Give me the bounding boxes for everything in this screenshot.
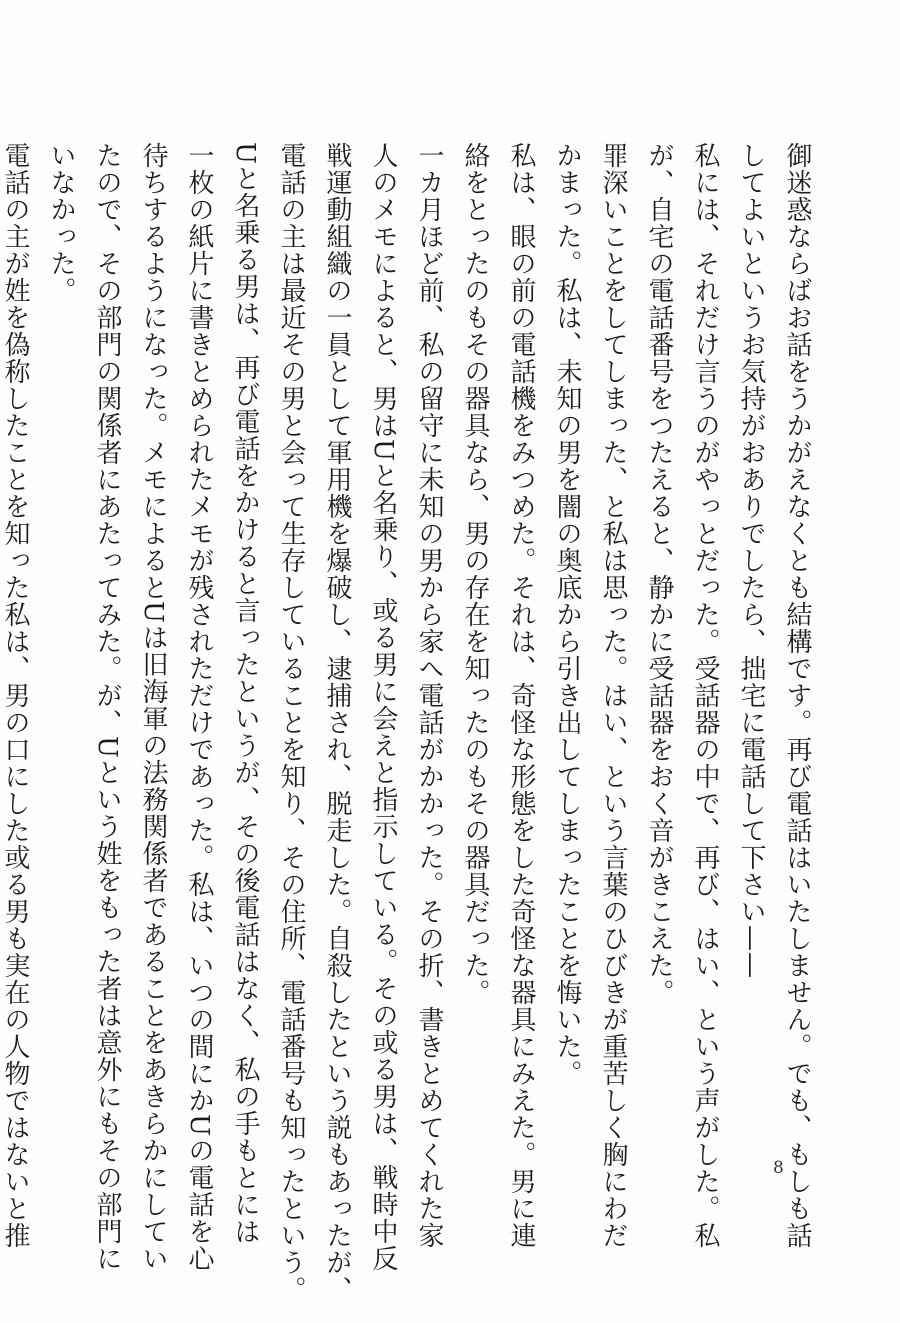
text-line-17: いなかった。 bbox=[46, 142, 76, 304]
text-line-7: 私は、眼の前の電話機をみつめた。それは、奇怪な形態をした奇怪な器具にみえた。男に連 bbox=[506, 142, 536, 1249]
text-line-15: 待ちするようになった。メモによるとUは旧海軍の法務関係者であることをあきらかにしてい bbox=[138, 142, 168, 1272]
text-line-9: 一カ月ほど前、私の留守に未知の男から家へ電話がかかった。その折、書きとめてくれた家 bbox=[414, 142, 444, 1249]
text-line-11: 戦運動組織の一員として軍用機を爆破し、逮捕され、脱走した。自殺したという説もあったが、 bbox=[322, 142, 352, 1303]
text-line-5: 罪深いことをしてしまった、と私は思った。はい、という言葉のひびきが重苦しく胸にわだ bbox=[598, 142, 628, 1249]
page-number: 8 bbox=[773, 1158, 784, 1178]
text-line-10: 人のメモによると、男はUと名乗り、或る男に会えと指示している。その或る男は、戦時中反 bbox=[368, 142, 398, 1272]
text-line-14: 一枚の紙片に書きとめられたメモが残されただけであった。私は、いつの間にかUの電話を心 bbox=[184, 142, 214, 1272]
text-line-13: Uと名乗る男は、再び電話をかけると言ったというが、その後電話はなく、私の手もとには bbox=[230, 142, 260, 1245]
text-line-2: してよいというお気持がおありでしたら、拙宅に電話して下さい—— bbox=[736, 142, 766, 979]
text-line-12: 電話の主は最近その男と会って生存していることを知り、その住所、電話番号も知ったという。 bbox=[276, 142, 306, 1303]
text-line-1: 御迷惑ならばお話をうかがえなくとも結構です。再び電話はいたしません。でも、もしも話 bbox=[782, 142, 812, 1249]
text-line-18: 電話の主が姓を偽称したことを知った私は、男の口にした或る男も実在の人物ではないと推 bbox=[0, 142, 30, 1249]
text-line-8: 絡をとったのもその器具なら、男の存在を知ったのもその器具だった。 bbox=[460, 142, 490, 1006]
text-line-4: が、自宅の電話番号をつたえると、静かに受話器をおく音がきこえた。 bbox=[644, 142, 674, 1006]
text-line-3: 私には、それだけ言うのがやっとだった。受話器の中で、再び、はい、という声がした。私 bbox=[690, 142, 720, 1249]
vertical-text-block bbox=[0, 142, 820, 1303]
text-line-16: たので、その部門の関係者にあたってみた。が、Uという姓をもった者は意外にもその部門に bbox=[92, 142, 122, 1272]
text-line-6: かまった。私は、未知の男を闇の奥底から引き出してしまったことを悔いた。 bbox=[552, 142, 582, 1087]
